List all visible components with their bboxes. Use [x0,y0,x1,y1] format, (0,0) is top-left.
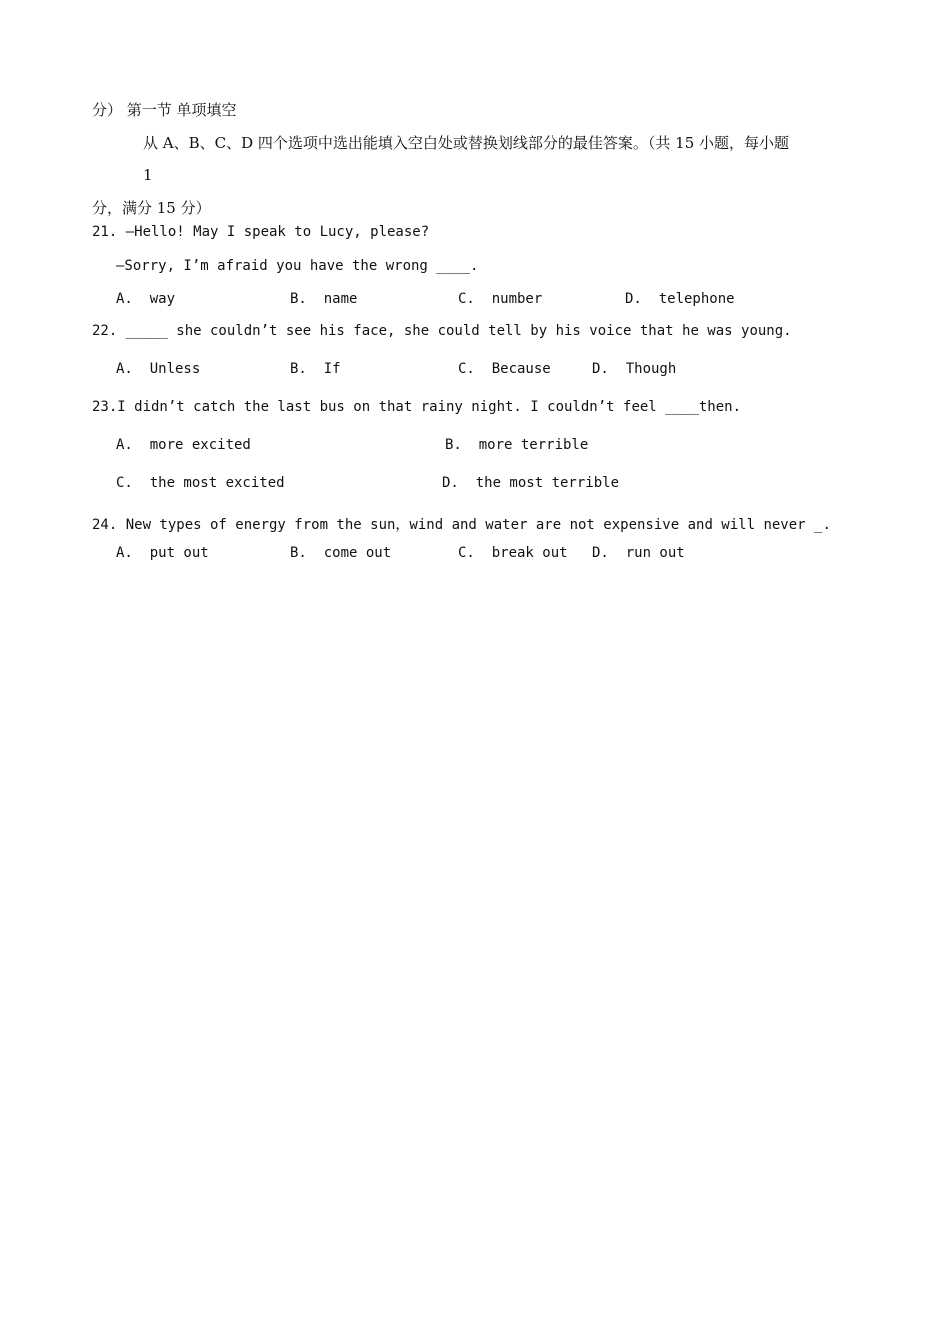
question-22-option-d[interactable]: D. Though [592,361,677,377]
question-24-option-a[interactable]: A. put out [116,545,209,561]
question-21-option-a[interactable]: A. way [116,291,176,307]
question-22-option-a[interactable]: A. Unless [116,361,201,377]
section-heading: 分） 第一节 单项填空 [92,101,237,119]
instruction-line-3: 分，满分 15 分） [92,199,211,217]
question-24-option-b[interactable]: B. come out [290,545,392,561]
question-22-option-c[interactable]: C. Because [458,361,551,377]
instruction-line-1: 从 A、B、C、D 四个选项中选出能填入空白处或替换划线部分的最佳答案。（共 15 小题，每小题 [143,134,790,152]
question-24-option-d[interactable]: D. run out [592,545,685,561]
question-21-stem-2: —Sorry, I’m afraid you have the wrong ____. [116,258,479,274]
question-21-stem: 21. —Hello! May I speak to Lucy, please? [92,224,430,240]
question-23-option-a[interactable]: A. more excited [116,437,251,453]
question-23-option-b[interactable]: B. more terrible [445,437,589,453]
question-22-stem: 22. _____ she couldn’t see his face, she could tell by his voice that he was young. [92,323,792,339]
instruction-line-2: 1 [143,166,153,184]
question-21-option-d[interactable]: D. telephone [625,291,735,307]
question-21-option-b[interactable]: B. name [290,291,358,307]
question-22-option-b[interactable]: B. If [290,361,341,377]
question-21-option-c[interactable]: C. number [458,291,543,307]
question-24-option-c[interactable]: C. break out [458,545,568,561]
question-23-option-d[interactable]: D. the most terrible [442,475,620,491]
question-24-stem: 24. New types of energy from the sun，wind and water are not expensive and will never _. [92,517,831,533]
question-23-option-c[interactable]: C. the most excited [116,475,285,491]
question-23-stem: 23.I didn’t catch the last bus on that rainy night. I couldn’t feel ____then. [92,399,742,415]
